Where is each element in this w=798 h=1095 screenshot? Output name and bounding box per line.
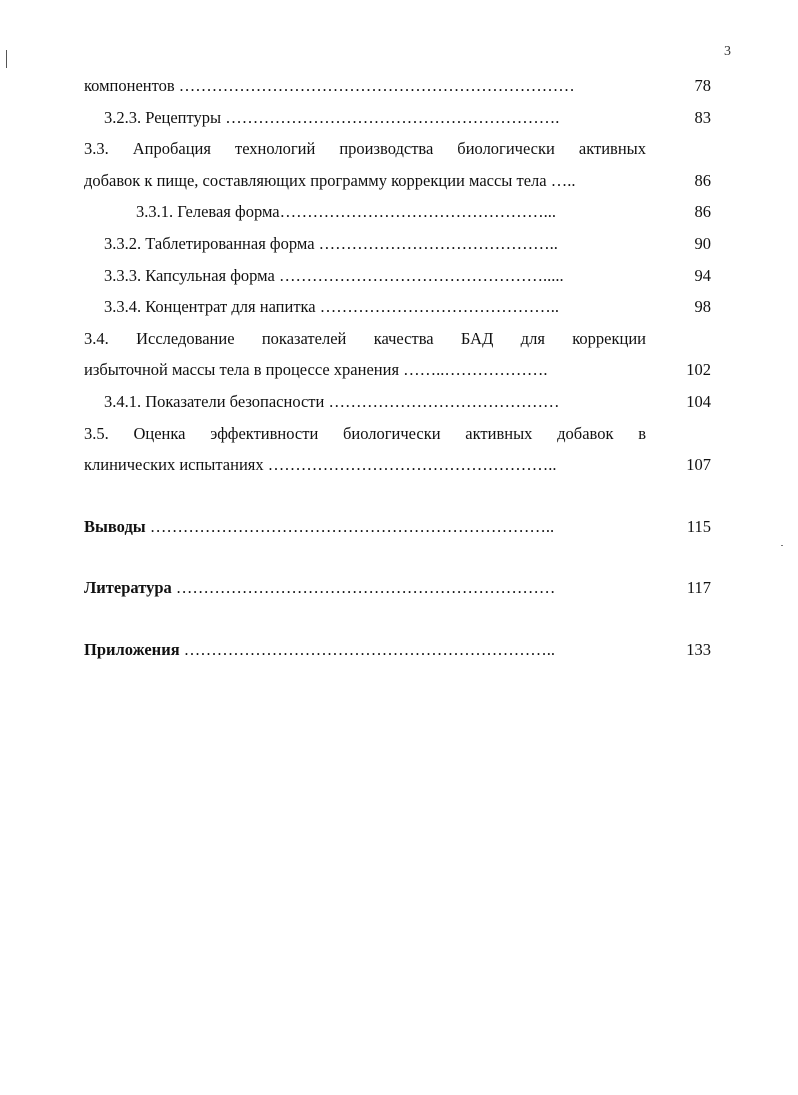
toc-entry — [84, 354, 714, 386]
table-of-contents — [84, 70, 714, 666]
toc-entry-page: 86 — [694, 170, 711, 190]
page-number: 3 — [724, 44, 731, 59]
toc-entry-page: 78 — [694, 76, 711, 95]
toc-entry-page: 102 — [686, 360, 711, 380]
toc-entry-page: 90 — [694, 233, 711, 253]
toc-entry-dots: ………………………………………………………….. — [179, 639, 555, 659]
toc-entry-text: 3.3.1. Гелевая форма…………………………………………... — [136, 202, 556, 222]
toc-entry-text: 3.4. Исследование показателей качества БАД для коррекции — [84, 328, 646, 348]
toc-entry-text: 3.5. Оценка эффективности биологически активных добавок в — [84, 423, 646, 443]
toc-entry-text: клинических испытаниях …………………………………………….. — [84, 455, 557, 475]
section-gap — [84, 481, 714, 511]
toc-entry — [84, 260, 714, 292]
scan-speck — [781, 545, 783, 546]
section-gap — [84, 604, 714, 634]
toc-entry-text: 3.2.3. Рецептуры ……………………………………………………. — [104, 107, 560, 127]
toc-entry — [84, 418, 714, 450]
toc-entry — [84, 196, 714, 228]
toc-entry-text: 3.4.1. Показатели безопасности …………………………………… — [104, 391, 560, 411]
toc-entry — [84, 291, 714, 323]
toc-entry-page: 86 — [694, 202, 711, 222]
toc-entry-page: 104 — [686, 391, 711, 411]
toc-entry-title: Литература — [84, 578, 172, 598]
toc-entry-conclusions — [84, 511, 714, 543]
toc-entry — [84, 386, 714, 418]
toc-entry-text: 3.3. Апробация технологий производства биологически активных — [84, 139, 646, 159]
toc-entry-text: 3.3.2. Таблетированная форма …………………………………….. — [104, 233, 558, 253]
toc-entry-literature — [84, 572, 714, 604]
toc-entry-dots: …………………………………………………………… — [171, 578, 556, 598]
toc-entry-text: компонентов ……………………………………………………………… — [84, 76, 575, 95]
toc-entry-appendices — [84, 634, 714, 666]
toc-entry-text: избыточной массы тела в процессе хранения ……..………………. — [84, 360, 548, 380]
toc-entry-text: добавок к пище, составляющих программу коррекции массы тела ….. — [84, 170, 576, 190]
toc-entry-page: 115 — [686, 516, 711, 536]
scan-edge-mark — [6, 50, 7, 68]
toc-entry-page: 94 — [694, 265, 711, 285]
toc-entry-text: 3.3.4. Концентрат для напитка …………………………………….. — [104, 297, 560, 317]
section-gap — [84, 542, 714, 572]
toc-entry-page: 98 — [694, 297, 711, 317]
toc-entry — [84, 102, 714, 134]
toc-entry-page: 107 — [686, 455, 711, 475]
toc-entry-page: 133 — [686, 639, 711, 659]
toc-entry — [84, 133, 714, 165]
toc-entry — [84, 165, 714, 197]
toc-entry — [84, 323, 714, 355]
toc-entry — [84, 70, 714, 102]
toc-entry-page: 117 — [686, 578, 711, 598]
toc-entry-title: Выводы — [84, 516, 146, 536]
toc-entry-dots: ……………………………………………………………….. — [145, 516, 555, 536]
toc-entry-page: 83 — [694, 107, 711, 127]
toc-entry-text: 3.3.3. Капсульная форма …………………………………………..... — [104, 265, 564, 285]
toc-entry — [84, 449, 714, 481]
toc-entry-title: Приложения — [84, 639, 180, 659]
toc-entry — [84, 228, 714, 260]
